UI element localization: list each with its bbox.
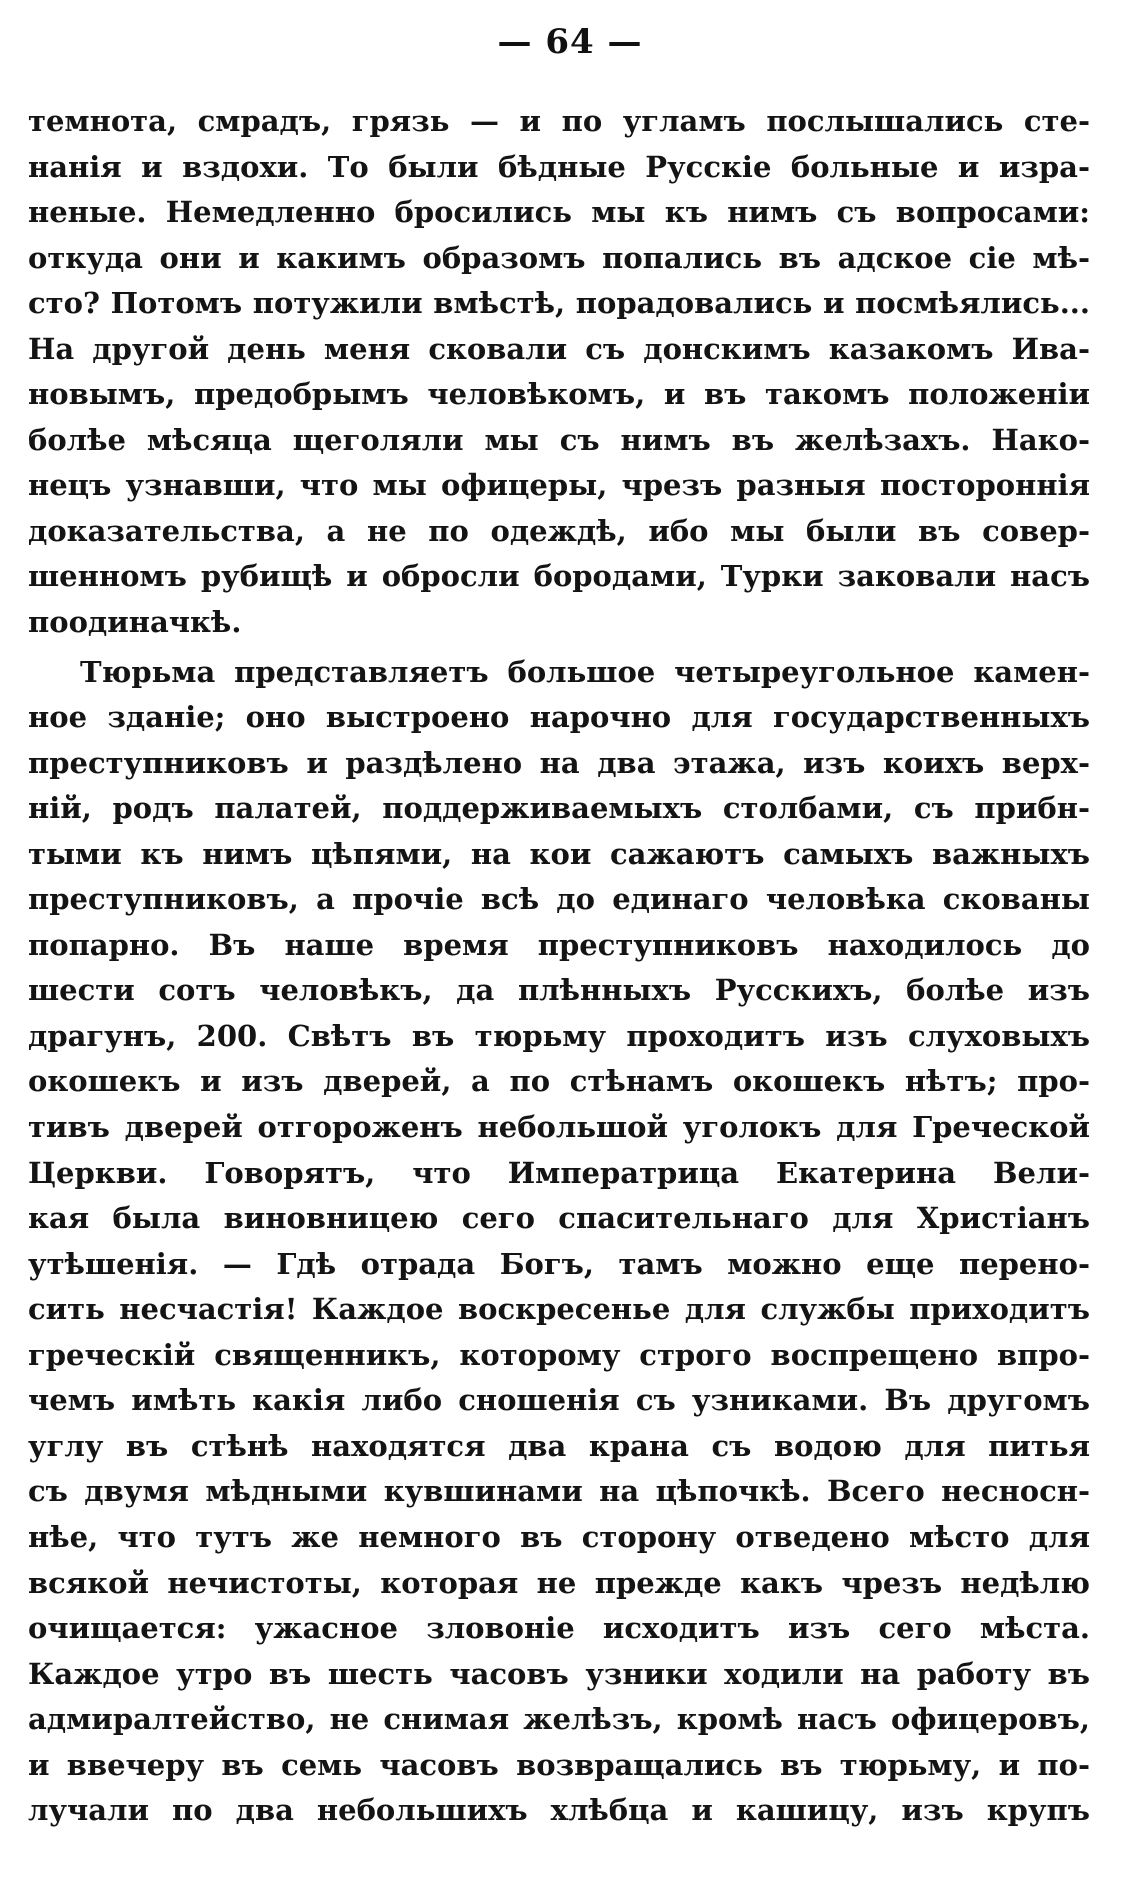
text-line: нецъ узнавши, что мы офицеры, чрезъ разныя постороннія [28, 468, 1090, 503]
text-line: очищается: ужасное зловоніе исходитъ изъ сего мѣста. [28, 1611, 1090, 1646]
text-line: Церкви. Говорятъ, что Императрица Екатерина Вели- [28, 1155, 1090, 1190]
page-number: — 64 — [497, 22, 643, 62]
text-line: тыми къ нимъ цѣпями, на кои сажаютъ самыхъ важныхъ [28, 836, 1090, 871]
paragraph [28, 99, 1090, 646]
text-line: Каждое утро въ шесть часовъ узники ходили на работу въ [28, 1656, 1090, 1691]
page-body [28, 99, 1090, 1834]
text-line: преступниковъ, а прочіе всѣ до единаго человѣка скованы [28, 882, 1090, 917]
text-line: нѣе, что тутъ же немного въ сторону отведено мѣсто для [28, 1519, 1090, 1554]
text-line: ное зданіе; оно выстроено нарочно для государственныхъ [28, 700, 1090, 735]
text-line: утѣшенія. — Гдѣ отрада Богъ, тамъ можно еще перено- [28, 1246, 1090, 1281]
text-line: темнота, смрадъ, грязь — и по угламъ послышались сте- [28, 104, 1090, 138]
text-line: На другой день меня сковали съ донскимъ казакомъ Ива- [28, 331, 1090, 366]
text-line: драгунъ, 200. Свѣтъ въ тюрьму проходитъ изъ слуховыхъ [28, 1018, 1090, 1053]
text-line: углу въ стѣнѣ находятся два крана съ водою для питья [28, 1428, 1090, 1463]
text-line: кая была виновницею сего спасительнаго для Христіанъ [28, 1201, 1090, 1236]
text-line: поодиначкѣ. [28, 605, 242, 640]
paragraph [28, 650, 1090, 1834]
text-line: адмиралтейство, не снимая желѣзъ, кромѣ насъ офицеровъ, [28, 1702, 1090, 1737]
text-line: всякой нечистоты, которая не прежде какъ чрезъ недѣлю [28, 1565, 1090, 1600]
text-line: ній, родъ палатей, поддерживаемыхъ столбами, съ прибн- [28, 791, 1090, 826]
text-line: сто? Потомъ потужили вмѣстѣ, порадовались и посмѣялись... [28, 286, 1090, 321]
text-line: съ двумя мѣдными кувшинами на цѣпочкѣ. Всего несносн- [28, 1474, 1090, 1509]
text-line: и ввечеру въ семь часовъ возвращались въ тюрьму, и по- [28, 1747, 1090, 1782]
text-line: окошекъ и изъ дверей, а по стѣнамъ окошекъ нѣтъ; про- [28, 1064, 1090, 1099]
text-line: попарно. Въ наше время преступниковъ находилось до [28, 927, 1090, 962]
text-line: откуда они и какимъ образомъ попались въ адское сіе мѣ- [28, 240, 1090, 275]
text-line: чемъ имѣть какія либо сношенія съ узниками. Въ другомъ [28, 1383, 1090, 1418]
text-line: нанія и вздохи. То были бѣдные Русскіе больные и изра- [28, 149, 1090, 184]
text-line: сить несчастія! Каждое воскресенье для службы приходитъ [28, 1292, 1090, 1327]
text-line: доказательства, а не по одеждѣ, ибо мы были въ совер- [28, 513, 1090, 548]
text-line: лучали по два небольшихъ хлѣбца и кашицу, изъ крупъ [28, 1793, 1090, 1828]
text-line: шенномъ рубищѣ и обросли бородами, Турки заковали насъ [28, 559, 1090, 594]
text-line: преступниковъ и раздѣлено на два этажа, изъ коихъ верх- [28, 745, 1090, 780]
text-line: шести сотъ человѣкъ, да плѣнныхъ Русскихъ, болѣе изъ [28, 973, 1090, 1008]
text-line: новымъ, предобрымъ человѣкомъ, и въ такомъ положеніи [28, 377, 1090, 412]
text-line: тивъ дверей отгороженъ небольшой уголокъ для Греческой [28, 1110, 1090, 1145]
text-line: болѣе мѣсяца щеголяли мы съ нимъ въ желѣзахъ. Нако- [28, 422, 1090, 457]
text-line: Тюрьма представляетъ большое четыреугольное камен- [80, 654, 1090, 689]
text-line: греческій священникъ, которому строго воспрещено впро- [28, 1337, 1090, 1372]
text-line: неные. Немедленно бросились мы къ нимъ съ вопросами: [28, 195, 1090, 230]
